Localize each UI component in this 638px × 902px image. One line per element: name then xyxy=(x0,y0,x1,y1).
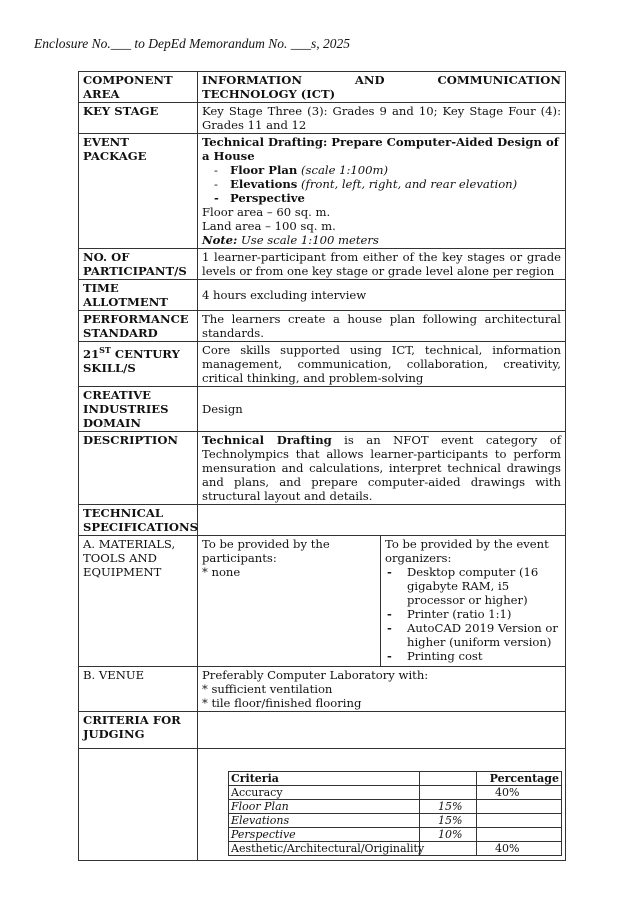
row-venue xyxy=(79,667,566,712)
organizers-list xyxy=(385,565,561,663)
criteria-table xyxy=(228,771,562,856)
label-performance-standard: PERFORMANCE STANDARD xyxy=(79,311,198,342)
organizers-heading: To be provided by the event organizers: xyxy=(385,537,549,565)
value-venue: Preferably Computer Laboratory with: * sufficient ventilation * tile floor/finished flooring xyxy=(198,667,566,712)
value-description: Technical Drafting is an NFOT event category of Technolympics that allows learner-participants to perform mensuration and calculations, interpret technical drawings and plans, and prepare computer-aided drawings with structural layout and details. xyxy=(198,432,566,505)
materials-subtable xyxy=(198,536,565,666)
row-description xyxy=(79,432,566,505)
criteria-header: Criteria xyxy=(229,772,420,786)
percentage-header: Percentage xyxy=(477,772,562,786)
table-row: Elevations 15% xyxy=(229,814,562,828)
value-century-skills: Core skills supported using ICT, technical, information management, communication, collaboration, creativity, critical thinking, and problem-solving xyxy=(198,342,566,387)
enclosure-header: Enclosure No.___ to DepEd Memorandum No. ___s, 2025 xyxy=(34,36,350,51)
participants-heading: To be provided by the participants: xyxy=(202,537,330,565)
label-description: DESCRIPTION xyxy=(79,432,198,505)
value-performance-standard: The learners create a house plan following architectural standards. xyxy=(198,311,566,342)
row-technical-specifications xyxy=(79,505,566,536)
criteria-table-cell xyxy=(198,749,566,861)
criteria-header-row xyxy=(229,772,562,786)
label-century-skills: 21ST CENTURY SKILL/S xyxy=(79,342,198,387)
list-item: - AutoCAD 2019 Version or higher (uniform version) xyxy=(387,621,558,649)
row-event-package xyxy=(79,134,566,249)
row-performance-standard xyxy=(79,311,566,342)
row-participants xyxy=(79,249,566,280)
organizers-provided xyxy=(381,536,566,666)
value-key-stage: Key Stage Three (3): Grades 9 and 10; Key Stage Four (4): Grades 11 and 12 xyxy=(198,103,566,134)
label-key-stage: KEY STAGE xyxy=(79,103,198,134)
label-participants: NO. OF PARTICIPANT/S xyxy=(79,249,198,280)
table-row: Aesthetic/Architectural/Originality 40% xyxy=(229,842,562,856)
value-event-package xyxy=(198,134,566,249)
label-component-area: COMPONENT AREA xyxy=(79,72,198,103)
table-row: Floor Plan 15% xyxy=(229,800,562,814)
label-technical-specifications: TECHNICAL SPECIFICATIONS xyxy=(79,505,198,536)
table-row: Accuracy 40% xyxy=(229,786,562,800)
list-dash: - xyxy=(214,191,219,205)
package-item-elevations: - Elevations (front, left, right, and rear elevation) xyxy=(214,177,518,191)
list-dash: - xyxy=(214,177,218,191)
row-key-stage xyxy=(79,103,566,134)
criteria-empty-label xyxy=(79,749,198,861)
row-criteria-table xyxy=(79,749,566,861)
row-materials xyxy=(79,536,566,667)
package-item-perspective: - Perspective xyxy=(214,191,305,205)
value-materials xyxy=(198,536,566,667)
list-item: - Printer (ratio 1:1) xyxy=(387,607,512,621)
row-creative-industries xyxy=(79,387,566,432)
value-component-area: INFORMATION AND COMMUNICATION TECHNOLOGY (ICT) xyxy=(198,72,566,103)
floor-area: Floor area – 60 sq. m. xyxy=(202,205,331,219)
value-criteria-empty xyxy=(198,712,566,749)
value-technical-specifications xyxy=(198,505,566,536)
participants-item: * none xyxy=(202,565,241,579)
label-event-package: EVENT PACKAGE xyxy=(79,134,198,249)
row-century-skills xyxy=(79,342,566,387)
event-spec-table xyxy=(78,71,566,861)
participants-provided xyxy=(198,536,381,666)
scale-note: Note: Use scale 1:100 meters xyxy=(202,233,379,247)
value-participants: 1 learner-participant from either of the key stages or grade levels or from one key stage or grade level alone per region xyxy=(198,249,566,280)
label-venue: B. VENUE xyxy=(79,667,198,712)
list-item: - Desktop computer (16 gigabyte RAM, i5 processor or higher) xyxy=(387,565,539,607)
event-package-title: Technical Drafting: Prepare Computer-Aided Design of a House xyxy=(202,135,559,163)
row-criteria-label xyxy=(79,712,566,749)
list-item: - Printing cost xyxy=(387,649,483,663)
row-component-area xyxy=(79,72,566,103)
package-item-floor-plan: - Floor Plan (scale 1:100m) xyxy=(214,163,389,177)
label-materials: A. MATERIALS, TOOLS AND EQUIPMENT xyxy=(79,536,198,667)
value-creative-industries: Design xyxy=(198,387,566,432)
land-area: Land area – 100 sq. m. xyxy=(202,219,336,233)
label-criteria: CRITERIA FOR JUDGING xyxy=(79,712,198,749)
label-time-allotment: TIME ALLOTMENT xyxy=(79,280,198,311)
table-row: Perspective 10% xyxy=(229,828,562,842)
value-time-allotment: 4 hours excluding interview xyxy=(198,280,566,311)
list-dash: - xyxy=(214,163,218,177)
label-creative-industries: CREATIVE INDUSTRIES DOMAIN xyxy=(79,387,198,432)
row-time-allotment xyxy=(79,280,566,311)
